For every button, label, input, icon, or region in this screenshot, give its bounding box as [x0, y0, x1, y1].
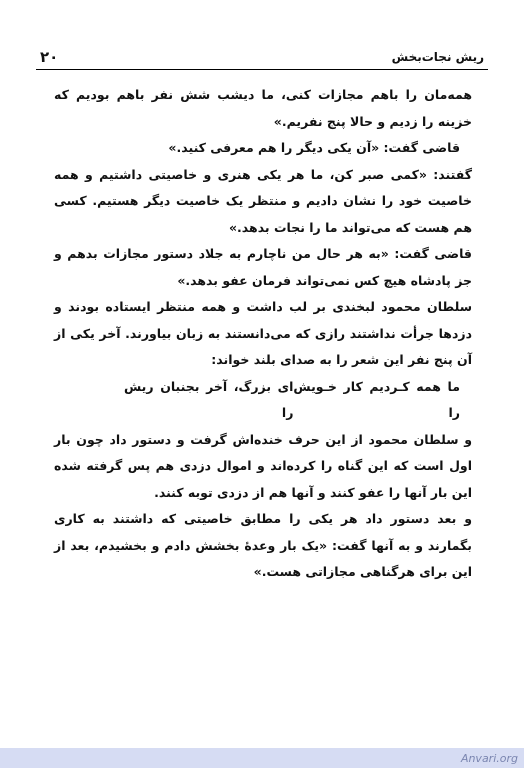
running-title: ریش نجات‌بخش: [391, 50, 484, 64]
paragraph: و سلطان محمود از این حرف خنده‌اش گرفت و دستور داد چون بار اول است که این گناه را کرده‌اند و اموال دزدی هم پس گرفته شده این بار آنها را عفو کنند و آنها هم از دزدی توبه کنند.: [54, 431, 472, 500]
paragraph: قاضی گفت: «به هر حال من ناچارم به جلاد دستور مجازات بدهم و جز پادشاه هیچ کس نمی‌تواند فرمان عفو بدهد.»: [54, 246, 472, 288]
paragraph: گفتند: «کمی صبر کن، ما هر یکی هنری و خاصیتی داشتیم و همه خاصیت خود را نشان دادیم و منتظر یک خاصیت دیگر هستیم. کسی هم هست که می‌تواند ما را نجات بدهد.»: [54, 166, 472, 235]
watermark-logo: Anvari.org: [460, 752, 518, 765]
body-text: [54, 82, 472, 586]
page-number: ۲۰: [40, 48, 59, 66]
paragraph: سلطان محمود لبخندی بر لب داشت و همه منتظر ایستاده بودند و دزدها جرأت نداشتند رازی که می‌دانستند به زبان بیاورند. آخر یکی از آن پنج نفر این شعر را به صدای بلند خواند:: [54, 299, 472, 367]
poem-hemistich-1: ما همه کـردیم کار خـویش را: [293, 378, 460, 420]
header-rule: [36, 69, 488, 70]
poem-line: [54, 374, 472, 427]
paragraph: و بعد دستور داد هر یکی را مطابق خاصیتی که داشتند به کاری بگمارند و به آنها گفت: «یک بار وعدهٔ بخشش دادم و بخشیدم، بعد از این برای هرگناهی مجازاتی هست.»: [54, 511, 472, 579]
paragraph: همه‌مان را باهم مجازات کنی، ما دیشب شش نفر باهم بودیم که خزینه را زدیم و حالا پنج نفریم.»: [54, 87, 472, 129]
poem-hemistich-2: ای بزرگ، آخر بجنبان ریش را: [124, 378, 294, 420]
footer-bar: [0, 748, 524, 768]
page-header: [36, 46, 488, 70]
paragraph: قاضی گفت: «آن یکی دیگر را هم معرفی کنید.»: [168, 140, 460, 155]
